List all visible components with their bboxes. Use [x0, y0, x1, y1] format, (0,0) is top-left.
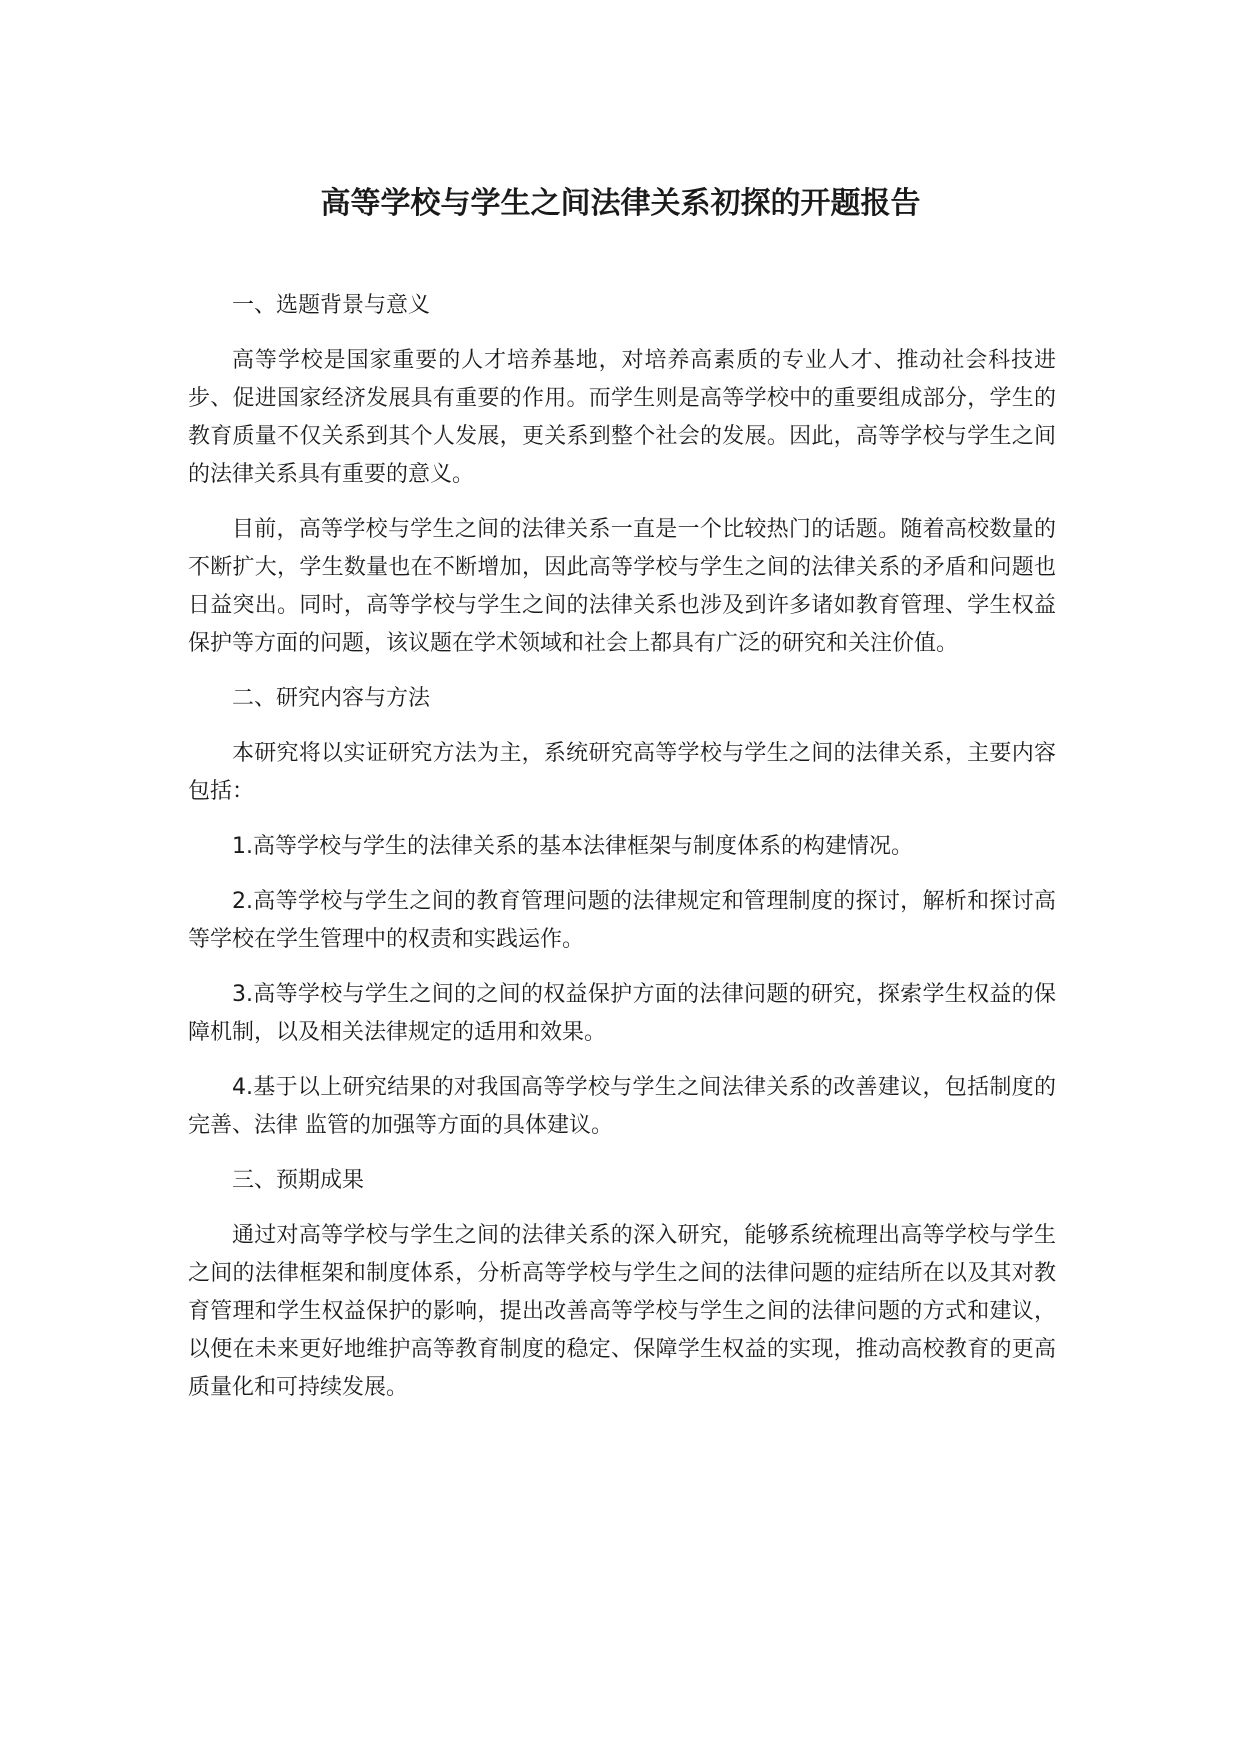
section-heading: 一、选题背景与意义: [232, 293, 431, 318]
list-item: 4.基于以上研究结果的对我国高等学校与学生之间法律关系的改善建议，包括制度的完善、法律 监管的加强等方面的具体建议。: [188, 1075, 1056, 1138]
section-heading: 三、预期成果: [232, 1168, 365, 1193]
section-heading: 二、研究内容与方法: [232, 686, 431, 711]
paragraph: 本研究将以实证研究方法为主，系统研究高等学校与学生之间的法律关系，主要内容包括：: [188, 741, 1056, 804]
paragraph: 目前，高等学校与学生之间的法律关系一直是一个比较热门的话题。随着高校数量的不断扩大，学生数量也在不断增加，因此高等学校与学生之间的法律关系的矛盾和问题也日益突出。同时，高等学校与学生之间的法律关系也涉及到许多诸如教育管理、学生权益保护等方面的问题，该议题在学术领域和社会上都具有广泛的研究和关注价值。: [188, 517, 1056, 656]
paragraph: 高等学校是国家重要的人才培养基地，对培养高素质的专业人才、推动社会科技进步、促进国家经济发展具有重要的作用。而学生则是高等学校中的重要组成部分，学生的教育质量不仅关系到其个人发展，更关系到整个社会的发展。因此，高等学校与学生之间的法律关系具有重要的意义。: [188, 348, 1056, 487]
list-item: 2.高等学校与学生之间的教育管理问题的法律规定和管理制度的探讨，解析和探讨高等学校在学生管理中的权责和实践运作。: [188, 889, 1056, 952]
document-body: [188, 287, 1056, 1424]
paragraph: 通过对高等学校与学生之间的法律关系的深入研究，能够系统梳理出高等学校与学生之间的法律框架和制度体系，分析高等学校与学生之间的法律问题的症结所在以及其对教育管理和学生权益保护的影响，提出改善高等学校与学生之间的法律问题的方式和建议，以便在未来更好地维护高等教育制度的稳定、保障学生权益的实现，推动高校教育的更高质量化和可持续发展。: [188, 1223, 1056, 1400]
list-item: 1.高等学校与学生的法律关系的基本法律框架与制度体系的构建情况。: [232, 834, 913, 859]
list-item: 3.高等学校与学生之间的之间的权益保护方面的法律问题的研究，探索学生权益的保障机制，以及相关法律规定的适用和效果。: [188, 982, 1056, 1045]
document-title: 高等学校与学生之间法律关系初探的开题报告: [320, 186, 921, 221]
